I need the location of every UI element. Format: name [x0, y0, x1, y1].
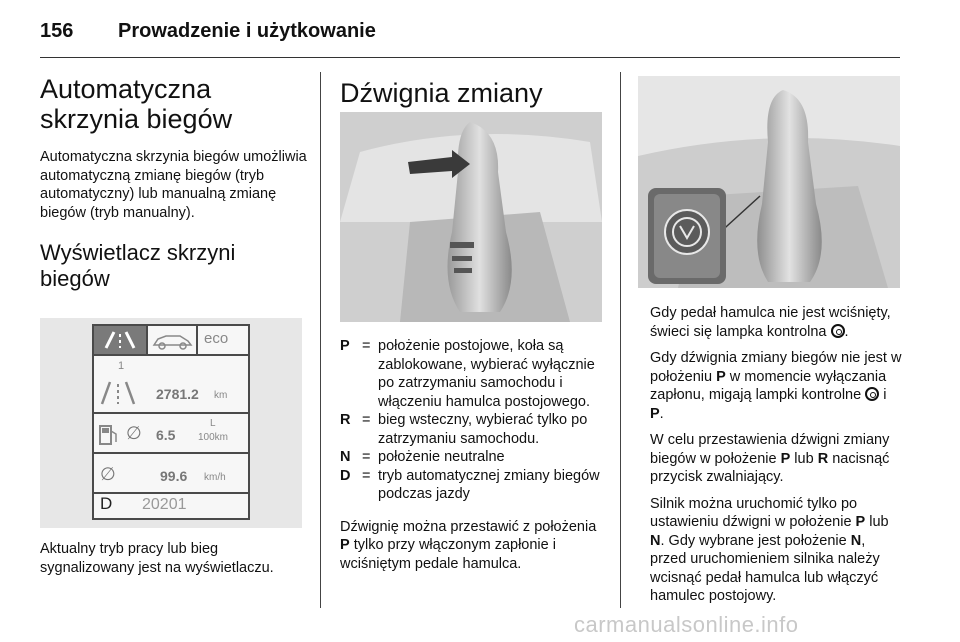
- brake-lamp-photo: [638, 76, 900, 288]
- transmission-display-illustration: [40, 318, 302, 528]
- consumption-unit-bottom: 100km: [198, 432, 229, 443]
- header-rule: [40, 57, 900, 58]
- trip-row: [94, 356, 248, 414]
- car-icon-tab: [146, 326, 198, 354]
- gear-position-item: R = bieg wsteczny, wybierać tylko po zatrzymaniu samochodu.: [340, 412, 588, 447]
- column-3-text: [650, 304, 902, 606]
- watermark: carmanualsonline.info: [574, 612, 799, 637]
- column-divider-1: [320, 72, 321, 608]
- brake-warning-lamp-icon: [865, 387, 879, 401]
- consumption-unit-top: L: [210, 418, 216, 429]
- release-paragraph: W celu przestawienia dźwigni zmiany biegów w położenie P lub R nacisnąć przycisk zwalniający.: [650, 432, 890, 485]
- section-heading-transmission: Automatyczna skrzynia biegów: [40, 74, 233, 134]
- lever-paragraph: Dźwignię można przestawić z położenia P tylko przy włączonym zapłonie i wciśniętym pedale hamulca.: [340, 518, 597, 572]
- gear-position-item: D = tryb automatycznej zmiany biegów podczas jazdy: [340, 467, 600, 502]
- total-odometer: 20201: [142, 496, 187, 513]
- gear-position-item: P = położenie postojowe, koła są zablokowane, wybierać wyłącznie po zatrzymaniu samochodu i włączeniu hamulca postojowego.: [340, 338, 595, 410]
- gear-lever-photo: [340, 112, 602, 322]
- section-heading-display: Wyświetlacz skrzyni biegów: [40, 240, 236, 291]
- display-caption: Aktualny tryb pracy lub bieg sygnalizowany jest na wyświetlaczu.: [40, 541, 274, 576]
- average-symbol-icon: ∅: [100, 464, 116, 484]
- page-header: [40, 20, 900, 56]
- gear-lever-lamp-illustration: [638, 76, 900, 288]
- column-divider-2: [620, 72, 621, 608]
- section-heading-lever: Dźwignia zmiany: [340, 78, 543, 108]
- trip-value: 2781.2: [156, 386, 199, 402]
- car-icon: [148, 326, 196, 354]
- consumption-row: [94, 414, 248, 454]
- gear-position-item: N = położenie neutralne: [340, 449, 505, 465]
- page-number: 156: [40, 20, 74, 42]
- display-screen: [92, 324, 250, 520]
- speed-row: [94, 454, 248, 494]
- column-1: [40, 74, 310, 292]
- road-icon: [94, 326, 146, 354]
- average-symbol-icon: ∅: [126, 423, 142, 443]
- gear-positions-list: [340, 337, 602, 573]
- transmission-intro: Automatyczna skrzynia biegów umożliwia automatyczną zmianę biegów (tryb automatyczny) lub manualną zmianę biegów (tryb manualny).: [40, 149, 307, 221]
- gear-lever-illustration: [340, 112, 602, 322]
- speed-unit: km/h: [204, 472, 226, 483]
- road-icon-tab: [94, 326, 146, 354]
- trip-unit: km: [214, 390, 228, 401]
- consumption-value: 6.5: [156, 427, 176, 443]
- eco-label: eco: [204, 330, 229, 347]
- lamp-paragraph-1: Gdy pedał hamulca nie jest wciśnięty, świeci się lampka kontrolna .: [650, 305, 891, 340]
- road-icon: [98, 378, 138, 406]
- start-paragraph: Silnik można uruchomić tylko po ustawieniu dźwigni w położenie P lub N. Gdy wybrane jest położenie N, przed uruchomieniem silnika należy wcisnąć pedał hamulca lub włączyć hamulec postojowy.: [650, 495, 889, 604]
- trip-indicator: 1: [118, 360, 125, 372]
- brake-warning-lamp-icon: [831, 324, 845, 338]
- brake-warning-lamp-icon: [665, 210, 709, 254]
- current-gear: D: [100, 494, 113, 513]
- fuel-pump-icon: [98, 422, 120, 448]
- speed-value: 99.6: [160, 468, 188, 484]
- chapter-title: Prowadzenie i użytkowanie: [118, 20, 376, 42]
- lamp-paragraph-2: Gdy dźwignia zmiany biegów nie jest w położeniu P w momencie wyłączania zapłonu, migają lampki kontrolne i P.: [650, 350, 902, 422]
